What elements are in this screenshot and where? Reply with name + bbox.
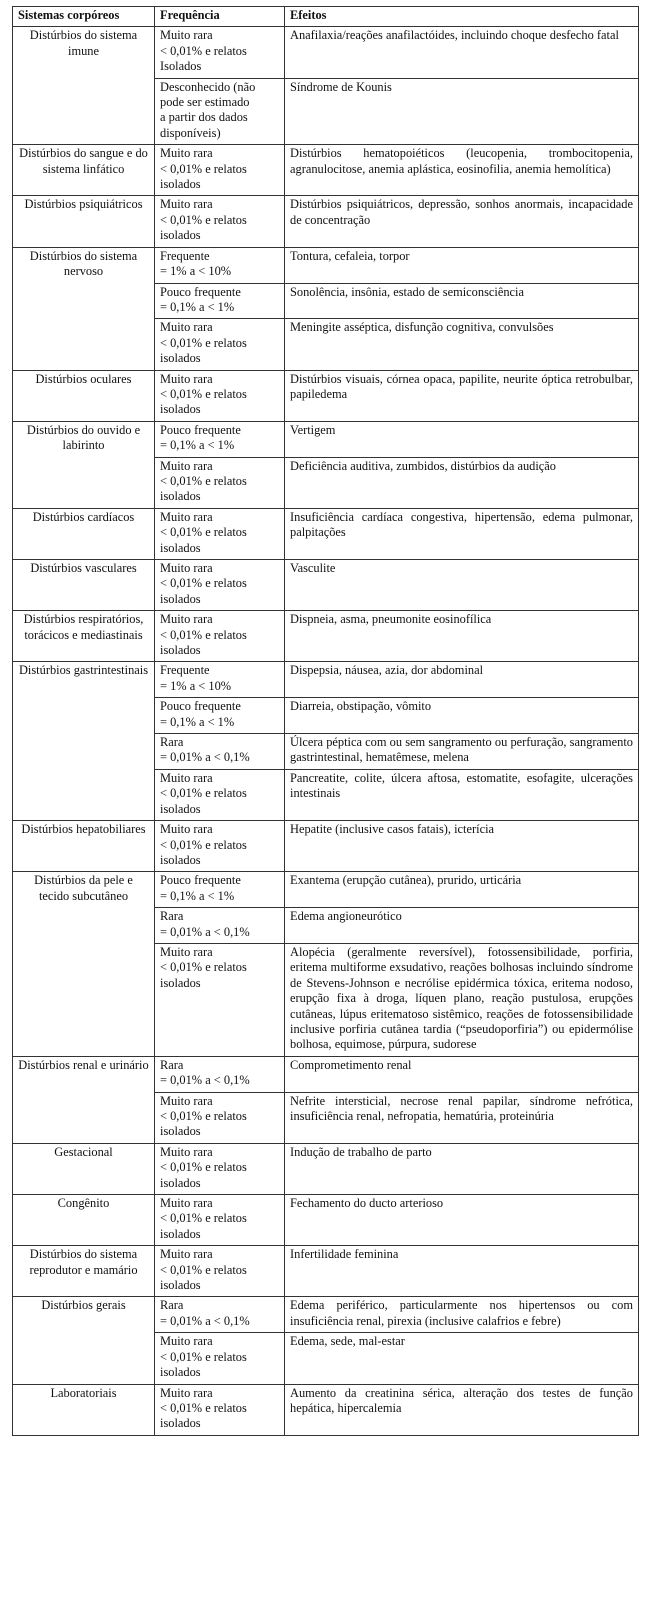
effects-cell: Diarreia, obstipação, vômito xyxy=(285,698,639,734)
frequency-line: Frequente xyxy=(160,663,210,678)
frequency-cell xyxy=(155,560,285,611)
table-row xyxy=(13,1384,639,1435)
frequency-cell xyxy=(155,821,285,872)
system-cell: Distúrbios do sangue e do sistema linfático xyxy=(13,145,155,196)
table-row xyxy=(13,196,639,247)
frequency-cell xyxy=(155,662,285,698)
table-row xyxy=(13,1195,639,1246)
system-cell: Distúrbios vasculares xyxy=(13,560,155,611)
effects-cell: Alopécia (geralmente reversível), fotossensibilidade, porfiria, eritema multiforme exsudativo, reações bolhosas incluindo síndrome de Stevens-Johnson e necrólise epidérmica tóxica, eritema nodoso, erupção fixa à droga, líquen plano, reação pustulosa, erupções cutâneas, lúpus eritematoso sistêmico, reações de fotossensibilidade inclusive porfiria cutânea tardia (“pseudoporfiria”) ou epidermólise bolhosa, equimose, púrpura, sudorese xyxy=(285,943,639,1056)
frequency-line: Muito rara xyxy=(160,822,213,837)
system-cell: Distúrbios gerais xyxy=(13,1297,155,1384)
effects-cell: Anafilaxia/reações anafilactóides, incluindo choque desfecho fatal xyxy=(285,27,639,78)
frequency-line: = 1% a < 10% xyxy=(160,264,232,279)
frequency-line: Muito rara xyxy=(160,1334,213,1349)
frequency-cell xyxy=(155,457,285,508)
frequency-line: Muito rara xyxy=(160,458,213,473)
table-row xyxy=(13,1246,639,1297)
frequency-cell xyxy=(155,1384,285,1435)
effects-cell: Fechamento do ducto arterioso xyxy=(285,1195,639,1246)
effects-cell: Sonolência, insônia, estado de semiconsciência xyxy=(285,283,639,319)
effects-cell: Deficiência auditiva, zumbidos, distúrbios da audição xyxy=(285,457,639,508)
frequency-line: isolados xyxy=(160,351,201,366)
frequency-line: Muito rara xyxy=(160,1144,213,1159)
frequency-cell xyxy=(155,283,285,319)
effects-cell: Edema, sede, mal-estar xyxy=(285,1333,639,1384)
system-cell: Distúrbios do ouvido e labirinto xyxy=(13,421,155,508)
frequency-line: Frequente xyxy=(160,248,210,263)
system-cell: Distúrbios psiquiátricos xyxy=(13,196,155,247)
frequency-line: = 0,1% a < 1% xyxy=(160,438,235,453)
frequency-line: < 0,01% e relatos xyxy=(160,1160,247,1175)
effects-cell: Comprometimento renal xyxy=(285,1056,639,1092)
frequency-line: isolados xyxy=(160,1416,201,1431)
table-row xyxy=(13,508,639,559)
system-cell: Distúrbios respiratórios, torácicos e mediastinais xyxy=(13,611,155,662)
frequency-cell xyxy=(155,1195,285,1246)
effects-cell: Dispneia, asma, pneumonite eosinofílica xyxy=(285,611,639,662)
frequency-line: < 0,01% e relatos xyxy=(160,525,247,540)
system-cell: Distúrbios hepatobiliares xyxy=(13,821,155,872)
system-cell: Distúrbios renal e urinário xyxy=(13,1056,155,1143)
frequency-line: Muito rara xyxy=(160,509,213,524)
frequency-cell xyxy=(155,78,285,145)
table-row xyxy=(13,611,639,662)
frequency-line: isolados xyxy=(160,591,201,606)
frequency-line: Rara xyxy=(160,1298,184,1313)
frequency-line: = 0,01% a < 0,1% xyxy=(160,750,250,765)
frequency-cell xyxy=(155,421,285,457)
frequency-line: Isolados xyxy=(160,59,202,74)
effects-cell: Distúrbios psiquiátricos, depressão, sonhos anormais, incapacidade de concentração xyxy=(285,196,639,247)
table-row xyxy=(13,872,639,908)
frequency-line: pode ser estimado xyxy=(160,95,250,110)
table-row xyxy=(13,560,639,611)
table-row xyxy=(13,821,639,872)
effects-cell: Tontura, cefaleia, torpor xyxy=(285,247,639,283)
effects-cell: Edema periférico, particularmente nos hipertensos ou com insuficiência renal, pirexia (inclusive calafrios e febre) xyxy=(285,1297,639,1333)
frequency-cell xyxy=(155,196,285,247)
frequency-line: isolados xyxy=(160,1175,201,1190)
system-cell: Distúrbios do sistema imune xyxy=(13,27,155,145)
frequency-cell xyxy=(155,1333,285,1384)
effects-cell: Pancreatite, colite, úlcera aftosa, estomatite, esofagite, ulcerações intestinais xyxy=(285,769,639,820)
frequency-line: < 0,01% e relatos xyxy=(160,1211,247,1226)
frequency-line: < 0,01% e relatos xyxy=(160,837,247,852)
effects-cell: Aumento da creatinina sérica, alteração dos testes de função hepática, hipercalemia xyxy=(285,1384,639,1435)
frequency-line: < 0,01% e relatos xyxy=(160,576,247,591)
frequency-line: Desconhecido (não xyxy=(160,79,256,94)
frequency-cell xyxy=(155,247,285,283)
frequency-line: Rara xyxy=(160,735,184,750)
header-sistemas: Sistemas corpóreos xyxy=(13,7,155,27)
table-row xyxy=(13,1056,639,1092)
frequency-line: isolados xyxy=(160,540,201,555)
frequency-line: = 0,1% a < 1% xyxy=(160,299,235,314)
frequency-line: isolados xyxy=(160,489,201,504)
frequency-line: Muito rara xyxy=(160,28,213,43)
table-row xyxy=(13,27,639,78)
frequency-line: < 0,01% e relatos xyxy=(160,786,247,801)
table-row xyxy=(13,421,639,457)
frequency-cell xyxy=(155,734,285,770)
frequency-line: disponíveis) xyxy=(160,125,221,140)
frequency-cell xyxy=(155,1056,285,1092)
frequency-line: isolados xyxy=(160,1278,201,1293)
frequency-line: < 0,01% e relatos xyxy=(160,1262,247,1277)
frequency-line: < 0,01% e relatos xyxy=(160,212,247,227)
system-cell: Distúrbios do sistema reprodutor e mamário xyxy=(13,1246,155,1297)
frequency-line: Muito rara xyxy=(160,770,213,785)
effects-cell: Meningite asséptica, disfunção cognitiva, convulsões xyxy=(285,319,639,370)
frequency-cell xyxy=(155,27,285,78)
effects-cell: Vasculite xyxy=(285,560,639,611)
system-cell: Laboratoriais xyxy=(13,1384,155,1435)
effects-cell: Síndrome de Kounis xyxy=(285,78,639,145)
frequency-line: = 0,01% a < 0,1% xyxy=(160,924,250,939)
frequency-line: Muito rara xyxy=(160,612,213,627)
effects-cell: Hepatite (inclusive casos fatais), icterícia xyxy=(285,821,639,872)
frequency-cell xyxy=(155,508,285,559)
table-row xyxy=(13,1143,639,1194)
frequency-line: isolados xyxy=(160,1226,201,1241)
frequency-line: < 0,01% e relatos xyxy=(160,1400,247,1415)
table-body xyxy=(13,27,639,1435)
effects-cell: Indução de trabalho de parto xyxy=(285,1143,639,1194)
frequency-line: isolados xyxy=(160,975,201,990)
frequency-cell xyxy=(155,1092,285,1143)
frequency-line: Pouco frequente xyxy=(160,284,241,299)
frequency-line: < 0,01% e relatos xyxy=(160,386,247,401)
table-row xyxy=(13,662,639,698)
frequency-line: isolados xyxy=(160,402,201,417)
frequency-line: isolados xyxy=(160,177,201,192)
table-header-row xyxy=(13,7,639,27)
adverse-effects-table xyxy=(12,6,639,1436)
frequency-line: < 0,01% e relatos xyxy=(160,473,247,488)
frequency-line: < 0,01% e relatos xyxy=(160,161,247,176)
frequency-line: < 0,01% e relatos xyxy=(160,627,247,642)
frequency-line: Muito rara xyxy=(160,1385,213,1400)
frequency-line: Pouco frequente xyxy=(160,422,241,437)
header-frequencia: Frequência xyxy=(155,7,285,27)
frequency-cell xyxy=(155,370,285,421)
frequency-line: < 0,01% e relatos xyxy=(160,1349,247,1364)
frequency-line: Muito rara xyxy=(160,146,213,161)
system-cell: Distúrbios gastrintestinais xyxy=(13,662,155,821)
frequency-line: Muito rara xyxy=(160,944,213,959)
effects-cell: Distúrbios hematopoiéticos (leucopenia, trombocitopenia, agranulocitose, anemia aplástica, eosinofilia, anemia hemolítica) xyxy=(285,145,639,196)
frequency-line: Muito rara xyxy=(160,1093,213,1108)
frequency-line: isolados xyxy=(160,852,201,867)
frequency-line: Rara xyxy=(160,1057,184,1072)
frequency-cell xyxy=(155,319,285,370)
frequency-line: < 0,01% e relatos xyxy=(160,335,247,350)
frequency-cell xyxy=(155,943,285,1056)
frequency-line: isolados xyxy=(160,228,201,243)
frequency-cell xyxy=(155,1246,285,1297)
frequency-line: = 0,01% a < 0,1% xyxy=(160,1073,250,1088)
frequency-line: < 0,01% e relatos xyxy=(160,1109,247,1123)
system-cell: Congênito xyxy=(13,1195,155,1246)
effects-cell: Exantema (erupção cutânea), prurido, urticária xyxy=(285,872,639,908)
frequency-cell xyxy=(155,872,285,908)
effects-cell: Vertigem xyxy=(285,421,639,457)
frequency-line: Rara xyxy=(160,909,184,924)
table-row xyxy=(13,145,639,196)
frequency-line: isolados xyxy=(160,1365,201,1380)
header-efeitos: Efeitos xyxy=(285,7,639,27)
effects-cell: Nefrite intersticial, necrose renal papilar, síndrome nefrótica, insuficiência renal, nefropatia, hematúria, proteinúria xyxy=(285,1092,639,1143)
frequency-line: isolados xyxy=(160,1124,201,1139)
system-cell: Distúrbios da pele e tecido subcutâneo xyxy=(13,872,155,1056)
effects-cell: Infertilidade feminina xyxy=(285,1246,639,1297)
frequency-line: isolados xyxy=(160,801,201,816)
effects-cell: Dispepsia, náusea, azia, dor abdominal xyxy=(285,662,639,698)
frequency-line: = 0,1% a < 1% xyxy=(160,714,235,729)
frequency-line: isolados xyxy=(160,643,201,658)
system-cell: Distúrbios cardíacos xyxy=(13,508,155,559)
effects-cell: Edema angioneurótico xyxy=(285,908,639,944)
table-row xyxy=(13,247,639,283)
frequency-cell xyxy=(155,1297,285,1333)
frequency-line: < 0,01% e relatos xyxy=(160,960,247,975)
system-cell: Distúrbios do sistema nervoso xyxy=(13,247,155,370)
system-cell: Distúrbios oculares xyxy=(13,370,155,421)
effects-cell: Úlcera péptica com ou sem sangramento ou perfuração, sangramento gastrintestinal, hematêmese, melena xyxy=(285,734,639,770)
frequency-cell xyxy=(155,908,285,944)
table-row xyxy=(13,370,639,421)
frequency-line: a partir dos dados xyxy=(160,110,248,125)
table-row xyxy=(13,1297,639,1333)
system-cell: Gestacional xyxy=(13,1143,155,1194)
frequency-line: Pouco frequente xyxy=(160,699,241,714)
frequency-cell xyxy=(155,769,285,820)
frequency-line: Muito rara xyxy=(160,197,213,212)
effects-cell: Distúrbios visuais, córnea opaca, papilite, neurite óptica retrobulbar, papiledema xyxy=(285,370,639,421)
frequency-line: < 0,01% e relatos xyxy=(160,43,247,58)
frequency-line: Muito rara xyxy=(160,561,213,575)
frequency-cell xyxy=(155,611,285,662)
frequency-line: Muito rara xyxy=(160,1247,213,1262)
frequency-line: Pouco frequente xyxy=(160,873,241,888)
frequency-line: Muito rara xyxy=(160,320,213,335)
frequency-line: Muito rara xyxy=(160,371,213,386)
frequency-cell xyxy=(155,1143,285,1194)
frequency-line: = 0,1% a < 1% xyxy=(160,888,235,903)
frequency-line: Muito rara xyxy=(160,1196,213,1211)
frequency-cell xyxy=(155,145,285,196)
frequency-line: = 1% a < 10% xyxy=(160,678,232,693)
frequency-cell xyxy=(155,698,285,734)
frequency-line: = 0,01% a < 0,1% xyxy=(160,1313,250,1328)
effects-cell: Insuficiência cardíaca congestiva, hipertensão, edema pulmonar, palpitações xyxy=(285,508,639,559)
